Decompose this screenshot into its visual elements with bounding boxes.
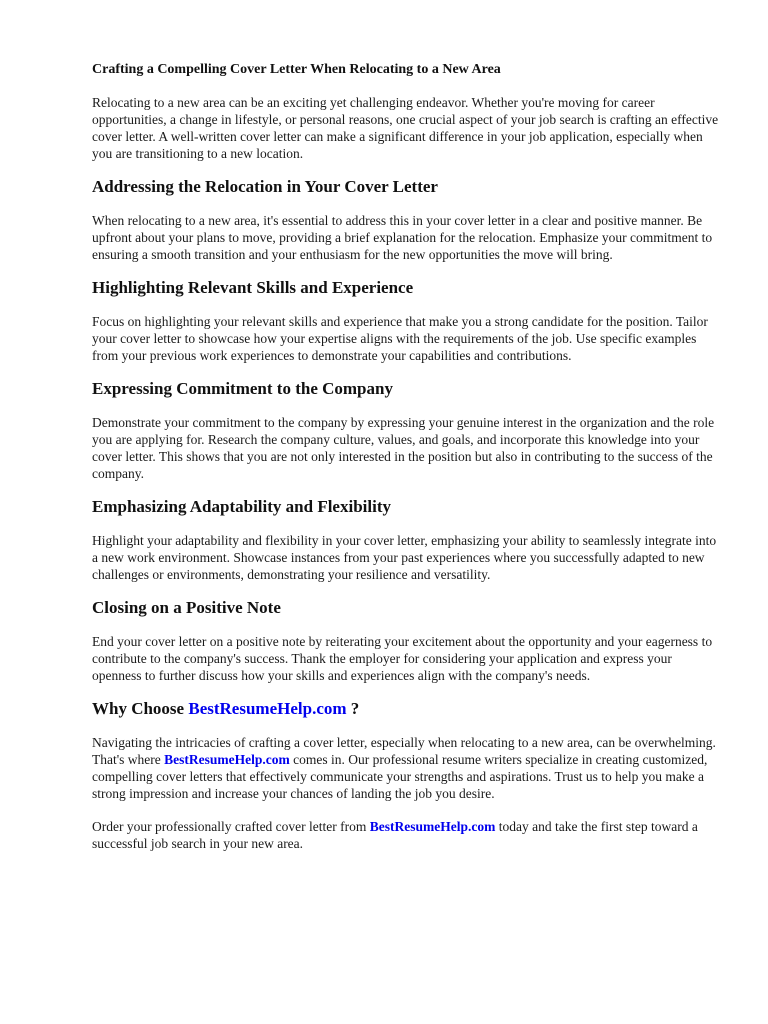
cta-paragraph [92,818,723,852]
cta-text-pre: Order your professionally crafted cover letter from [92,819,370,834]
bestresumehelp-link-body[interactable]: BestResumeHelp.com [164,752,290,767]
promo-paragraph [92,734,723,802]
section-paragraph-addressing-relocation: When relocating to a new area, it's essential to address this in your cover letter in a clear and positive manner. Be upfront about your plans to move, providing a brief explanation for the relocation. Emphasize your commitment to ensuring a smooth transition and your enthusiasm for the new opportunities the move will bring. [92,213,713,262]
promo-text-pre: Navigating the intricacies of crafting a cover letter, especially when relocating to a new area, can be overwhelming. That's where [92,735,716,767]
section-heading-why-choose [92,700,723,718]
section-heading-closing-positive: Closing on a Positive Note [92,598,281,617]
section-heading-highlighting-skills: Highlighting Relevant Skills and Experience [92,278,414,297]
bestresumehelp-link-heading[interactable]: BestResumeHelp.com [188,699,347,718]
promo-text-post: comes in. Our professional resume writers specialize in creating customized, compelling cover letters that effectively communicate your strengths and aspirations. Trust us to help you make a strong impression and increase your chances of landing the job you desire. [92,752,708,801]
why-choose-text-post: ? [346,699,360,718]
intro-paragraph: Relocating to a new area can be an exciting yet challenging endeavor. Whether you're moving for career opportunities, a change in lifestyle, or personal reasons, one crucial aspect of your job search is crafting an effective cover letter. A well-written cover letter can make a significant difference in your job application, especially when you are transitioning to a new location. [92,95,719,161]
section-paragraph-expressing-commitment: Demonstrate your commitment to the company by expressing your genuine interest in the organization and the role you are applying for. Research the company culture, values, and goals, and incorporate this knowledge into your cover letter. This shows that you are not only interested in the position but also in contributing to the success of the company. [92,415,715,481]
why-choose-text-pre: Why Choose [92,699,189,718]
document-title: Crafting a Compelling Cover Letter When Relocating to a New Area [92,62,501,77]
section-heading-expressing-commitment: Expressing Commitment to the Company [92,379,393,398]
bestresumehelp-link-cta[interactable]: BestResumeHelp.com [369,819,496,834]
section-paragraph-highlighting-skills: Focus on highlighting your relevant skills and experience that make you a strong candidate for the position. Tailor your cover letter to showcase how your expertise aligns with the requirements of the job. Use specific examples from your previous work experiences to demonstrate your capabilities and contributions. [92,314,708,363]
section-heading-emphasizing-adaptability: Emphasizing Adaptability and Flexibility [92,497,391,516]
cta-text-post: today and take the first step toward a successful job search in your new area. [92,819,698,851]
section-heading-addressing-relocation: Addressing the Relocation in Your Cover Letter [92,177,438,196]
section-paragraph-closing-positive: End your cover letter on a positive note by reiterating your excitement about the opportunity and your eagerness to contribute to the company's success. Thank the employer for considering your application and express your openness to further discuss how your skills and experiences align with the company's needs. [92,634,713,683]
section-paragraph-emphasizing-adaptability: Highlight your adaptability and flexibility in your cover letter, emphasizing your ability to seamlessly integrate into a new work environment. Showcase instances from your past experiences where you successfully adapted to new challenges or environments, demonstrating your resilience and versatility. [92,533,717,582]
